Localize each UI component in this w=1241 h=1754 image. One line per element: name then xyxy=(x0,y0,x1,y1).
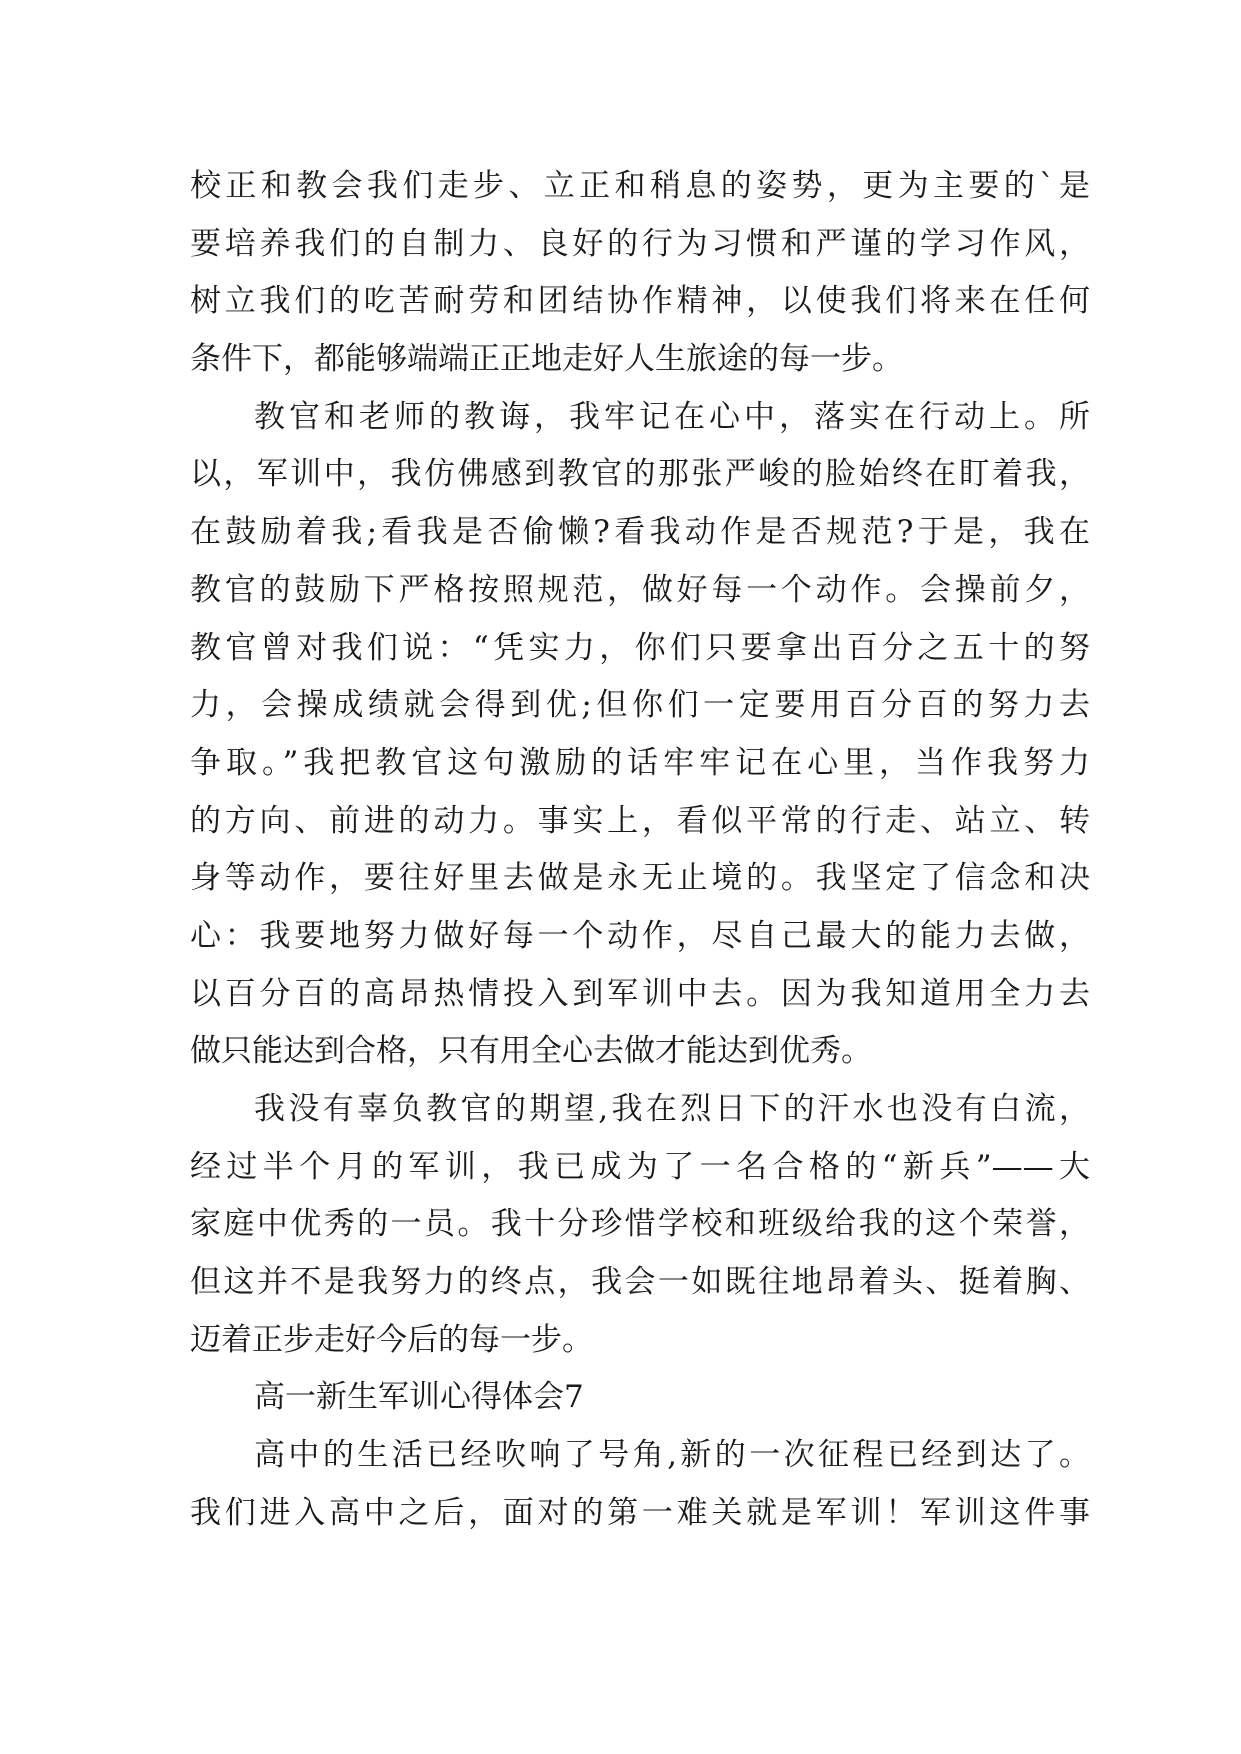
text-line: 迈着正步走好今后的每一步。 xyxy=(190,1321,593,1358)
text-line: 家庭中优秀的一员。我十分珍惜学校和班级给我的这个荣誉， xyxy=(190,1206,1090,1243)
text-line: 力，会操成绩就会得到优;但你们一定要用百分百的努力去 xyxy=(190,687,1090,724)
text-line: 高中的生活已经吹响了号角,新的一次征程已经到达了。 xyxy=(254,1437,1090,1474)
text-line: 条件下，都能够端端正正地走好人生旅途的每一步。 xyxy=(190,341,903,378)
text-line: 以百分百的高昂热情投入到军训中去。因为我知道用全力去 xyxy=(190,975,1090,1012)
text-line: 但这并不是我努力的终点，我会一如既往地昂着头、挺着胸、 xyxy=(190,1264,1090,1301)
section-heading: 高一新生军训心得体会7 xyxy=(254,1379,584,1416)
text-line: 争取。”我把教官这句激励的话牢牢记在心里，当作我努力 xyxy=(190,744,1090,781)
text-line: 教官的鼓励下严格按照规范，做好每一个动作。会操前夕， xyxy=(190,571,1090,608)
text-line: 我没有辜负教官的期望,我在烈日下的汗水也没有白流， xyxy=(254,1091,1090,1127)
text-line: 树立我们的吃苦耐劳和团结协作精神，以使我们将来在任何 xyxy=(190,283,1090,320)
text-line: 身等动作，要往好里去做是永无止境的。我坚定了信念和决 xyxy=(190,860,1090,897)
text-line: 的方向、前进的动力。事实上，看似平常的行走、站立、转 xyxy=(190,802,1090,839)
text-line: 校正和教会我们走步、立正和稍息的姿势，更为主要的`是 xyxy=(190,168,1090,204)
paragraph xyxy=(190,1427,1090,1542)
paragraph xyxy=(190,389,1090,1081)
text-line: 以，军训中，我仿佛感到教官的那张严峻的脸始终在盯着我， xyxy=(190,456,1090,493)
text-line: 心：我要地努力做好每一个动作，尽自己最大的能力去做， xyxy=(190,917,1090,954)
paragraph xyxy=(190,1081,1090,1369)
text-line: 要培养我们的自制力、良好的行为习惯和严谨的学习作风， xyxy=(190,225,1090,262)
text-line: 教官曾对我们说：“凭实力，你们只要拿出百分之五十的努 xyxy=(190,629,1090,666)
text-line: 做只能达到合格，只有用全心去做才能达到优秀。 xyxy=(190,1033,872,1070)
text-line: 在鼓励着我;看我是否偷懒?看我动作是否规范?于是，我在 xyxy=(190,514,1090,551)
document-body xyxy=(190,158,1090,1543)
text-line: 教官和老师的教诲，我牢记在心中，落实在行动上。所 xyxy=(254,398,1090,435)
text-line: 我们进入高中之后，面对的第一难关就是军训！军训这件事 xyxy=(190,1494,1090,1531)
paragraph xyxy=(190,158,1090,389)
text-line: 经过半个月的军训，我已成为了一名合格的“新兵”——大 xyxy=(190,1148,1090,1185)
